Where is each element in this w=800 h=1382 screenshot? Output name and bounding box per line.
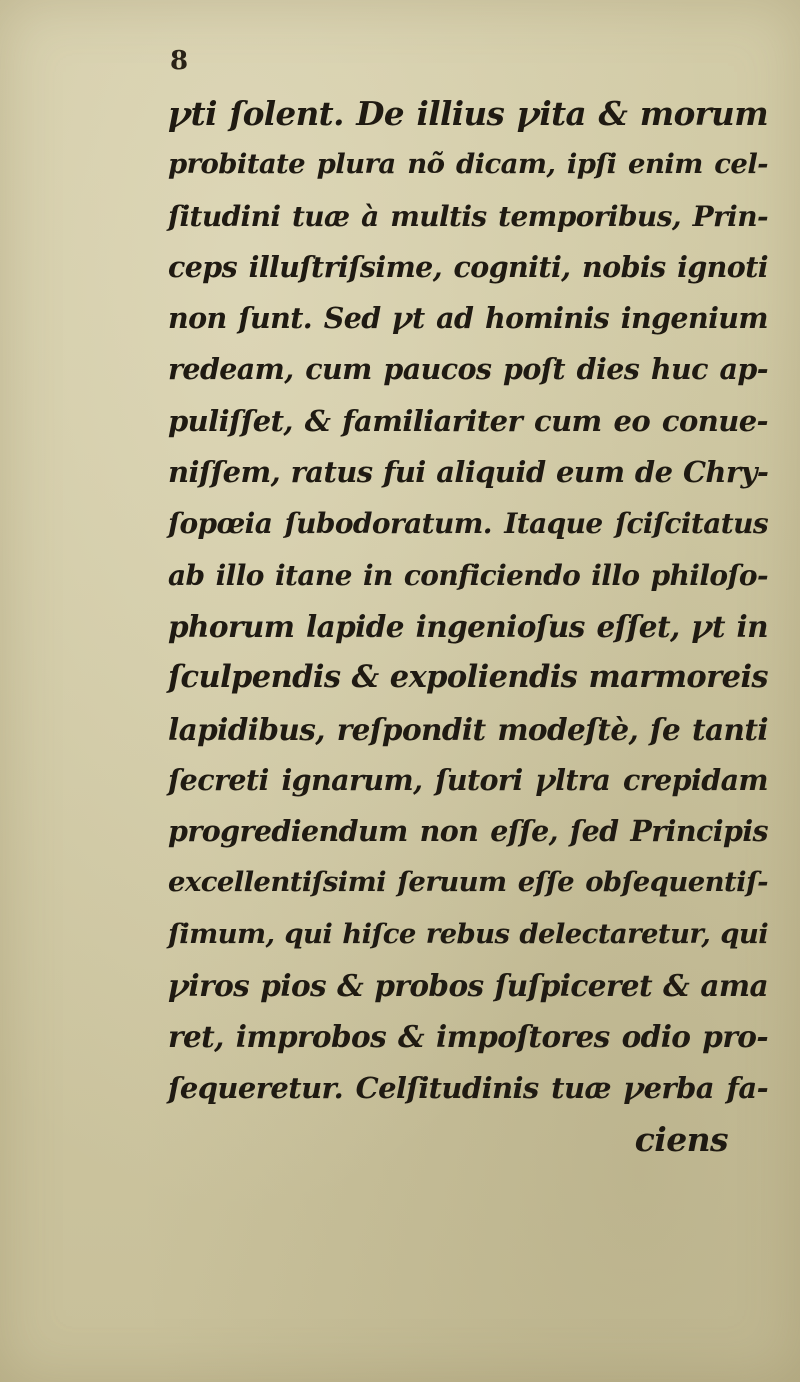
text-line: ceps illuſtriſsime, cogniti, nobis ignoti	[168, 249, 768, 284]
text-line: excellentiſsimi ſeruum eſſe obſequentiſ-	[168, 866, 768, 899]
text-line: ſequeretur. Celſitudinis tuæ ꝩerba fa-	[168, 1070, 768, 1105]
page-number: 8	[170, 46, 189, 76]
text-line: ret, improbos & impoſtores odio pro-	[168, 1019, 768, 1055]
text-line: puliſſet, & familiariter cum eo conue-	[168, 403, 768, 438]
text-line: ꝩti ſolent. De illius ꝩita & morum	[168, 94, 768, 133]
text-line: ab illo itane in conficiendo illo philoſo-	[168, 558, 768, 592]
text-line: niſſem, ratus fui aliquid eum de Chry-	[168, 455, 769, 490]
text-line: ꝩiros pios & probos ſuſpiceret & ama	[168, 968, 768, 1004]
text-line: ſitudini tuæ à multis temporibus, Prin-	[168, 199, 768, 233]
catchword: ciens	[634, 1119, 728, 1159]
text-line: phorum lapide ingenioſus eſſet, ꝩt in	[168, 608, 768, 644]
text-line: progrediendum non eſſe, ſed Principis	[168, 814, 768, 849]
text-line: non ſunt. Sed ꝩt ad hominis ingenium	[168, 301, 768, 336]
text-line: ſopœia ſubodoratum. Itaque ſciſcitatus	[168, 507, 768, 541]
text-line: probitate plura nõ dicam, ipſi enim cel-	[168, 148, 768, 181]
text-line: redeam, cum paucos poſt dies huc ap-	[168, 352, 768, 387]
text-line: ſecreti ignarum, ſutori ꝩltra crepidam	[168, 762, 768, 797]
text-line: ſimum, qui hiſce rebus delectaretur, qui	[168, 917, 769, 950]
text-line: ſculpendis & expoliendis marmoreis	[168, 659, 768, 696]
body-text	[168, 88, 768, 1165]
text-line: lapidibus, reſpondit modeſtè, ſe tanti	[168, 711, 768, 747]
